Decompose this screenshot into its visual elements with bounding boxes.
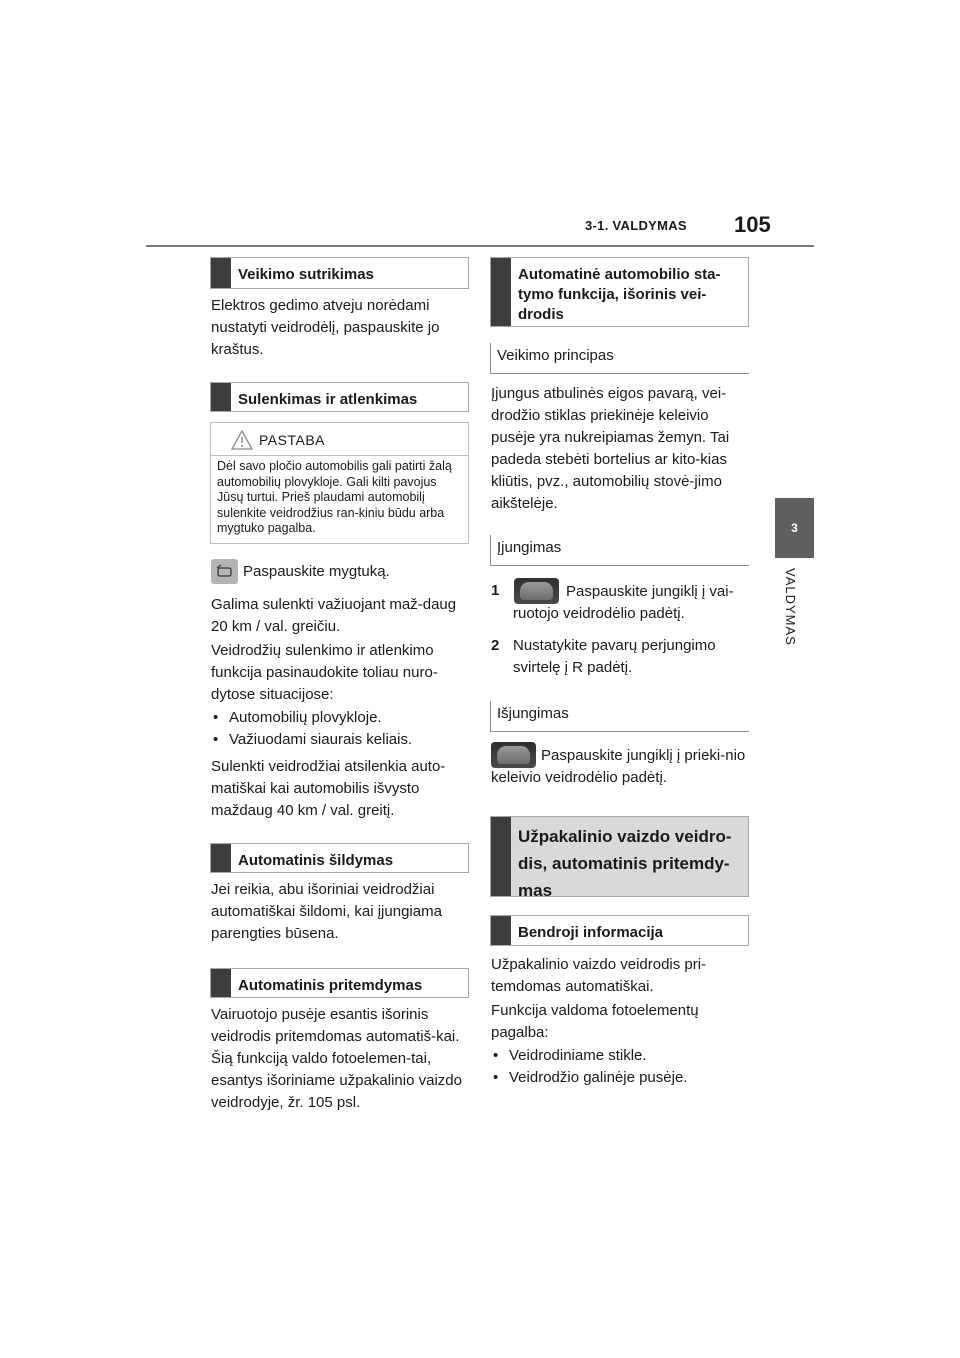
paragraph-general-2: Funkcija valdoma fotoelementų pagalba: xyxy=(491,1002,699,1041)
heading-rearview-text: Užpakalinio vaizdo veidro-dis, automatinis pritemdy-mas xyxy=(518,827,732,900)
paragraph-auto-unfold: Sulenkti veidrodžiai atsilenkia auto-matiškai kai automobilis išvysto maždaug 40 km / val. greitį. xyxy=(211,758,446,819)
heading-parking xyxy=(490,257,749,327)
heading-general-text: Bendroji informacija xyxy=(518,924,664,941)
left-bullet-list xyxy=(211,707,466,751)
heading-fault-text: Veikimo sutrikimas xyxy=(238,266,374,283)
subheading-principle-text: Veikimo principas xyxy=(497,347,614,364)
paragraph-principle: Įjungus atbulinės eigos pavarą, vei-drodžio stiklas priekinėje keleivio pusėje yra nukreipiamas žemyn. Tai padeda stebėti bortelius ar kito-kias kliūtis, pvz., automobilių stovė-jimo aikštelėje. xyxy=(491,385,730,512)
heading-parking-text: Automatinė automobilio sta-tymo funkcija, išorinis vei-drodis xyxy=(518,266,721,323)
subheading-principle xyxy=(490,343,749,374)
note-text: Dėl savo pločio automobilis gali patirti žalą automobilių plovykloje. Gali kilti pavojus Jūsų turtui. Prieš plaudami automobilį sulenkite veidrodžius ran-kiniu būdu arba mygtuko pagalba. xyxy=(217,459,452,535)
step-2-number: 2 xyxy=(491,637,500,654)
page-number: 105 xyxy=(734,212,771,237)
step-2-text: Nustatykite pavarų perjungimo svirtelę į R padėtį. xyxy=(513,637,716,676)
mirror-fold-button-icon xyxy=(211,559,238,584)
caution-note xyxy=(210,422,469,544)
subheading-activation-text: Įjungimas xyxy=(497,539,562,556)
press-button-text: Paspauskite mygtuką. xyxy=(243,563,390,580)
heading-fold-text: Sulenkimas ir atlenkimas xyxy=(238,391,418,408)
paragraph-general-1: Užpakalinio vaizdo veidrodis pri-temdomas automatiškai. xyxy=(491,956,707,995)
right-bullet-list xyxy=(491,1045,746,1089)
heading-heating-text: Automatinis šildymas xyxy=(238,852,394,869)
subheading-activation xyxy=(490,535,749,566)
heading-rearview xyxy=(490,816,749,900)
step-1-text: Paspauskite jungiklį į vai-ruotojo veidrodėlio padėtį. xyxy=(513,583,734,622)
heading-general xyxy=(490,915,749,946)
paragraph-dimming: Vairuotojo pusėje esantis išorinis veidrodis pritemdomas automatiš-kai. Šią funkciją valdo fotoelemen-tai, esantys išoriniame užpakalinio vaizdo veidrodyje, žr. 105 psl. xyxy=(211,1006,462,1111)
heading-dimming xyxy=(210,968,469,998)
paragraph-fault-text: Elektros gedimo atveju norėdami nustatyti veidrodėlį, paspauskite jo kraštus. xyxy=(211,297,440,358)
heading-dimming-text: Automatinis pritemdymas xyxy=(238,977,423,994)
subheading-deactivation-text: Išjungimas xyxy=(497,705,569,722)
header-divider xyxy=(146,245,814,247)
list-item: • Važiuodami siaurais keliais. xyxy=(211,729,466,751)
step-1-number: 1 xyxy=(491,582,500,599)
list-item: • Veidrodiniame stikle. xyxy=(491,1045,746,1067)
paragraph-deactivation: Paspauskite jungiklį į prieki-nio keleivio veidrodėlio padėtį. xyxy=(491,747,746,786)
note-title: PASTABA xyxy=(259,432,326,448)
heading-heating xyxy=(210,843,469,873)
chapter-tab: 3 xyxy=(775,498,814,558)
warning-icon xyxy=(231,430,253,450)
paragraph-heating: Jei reikia, abu išoriniai veidrodžiai automatiškai šildomi, kai įjungiama parengties būsena. xyxy=(211,881,442,942)
heading-fold xyxy=(210,382,469,412)
paragraph-speed: Galima sulenkti važiuojant maž-daug 20 km / val. greičiu. xyxy=(211,596,457,635)
subheading-deactivation xyxy=(490,701,749,732)
paragraph-fault xyxy=(211,295,466,361)
list-item: • Veidrodžio galinėje pusėje. xyxy=(491,1067,746,1089)
paragraph-situations: Veidrodžių sulenkimo ir atlenkimo funkcija pasinaudokite toliau nuro-dytose situacijose: xyxy=(211,642,438,703)
list-item: • Automobilių plovykloje. xyxy=(211,707,466,729)
note-divider xyxy=(211,455,468,456)
section-title: 3-1. VALDYMAS xyxy=(585,218,687,233)
heading-fault xyxy=(210,257,469,289)
chapter-label: VALDYMAS xyxy=(783,568,798,646)
